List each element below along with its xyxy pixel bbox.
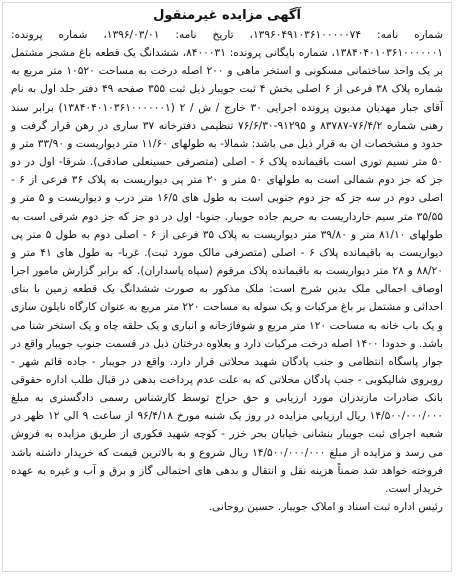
notice-body: [11, 26, 443, 498]
notice-title: آگهی مزایده غیرمنقول: [153, 8, 301, 23]
auction-notice: [2, 2, 452, 572]
notice-paragraph: شماره نامه: ۱۳۹۶۰۴۹۱۰۳۶۱۰۰۰۰۰۷۴، تاریخ نامه: ۱۳۹۶/۰۳/۰۱، شماره پرونده: ۱۳۸۴۰۴۰۱۰۳۶۱۰۰۰۰۰۰۱، شماره بایگانی پرونده: ۸۴۰۰۰۳۱، ششدانگ یک قطعه باغ مشجر مشتمل بر یک واحد ساختمانی مسکونی و استخر ماهی و ۲۰۰ اصله درخت به مساحت ۱۰۵۲۰ متر مربع به شماره پلاک ۳۸ فرعی از ۶ اصلی بخش ۴ ثبت جویبار ذیل ثبت ۳۵۵ صفحه ۴۹ دفتر جلد اول به نام آقای جبار مهدیان مدیون پرونده اجرایی ۳۰ خارج / ش / ۲ (۱۳۸۴۰۴۰۱۰۳۶۱۰۰۰۰۰۰۱) برابر سند رهنی شماره ۷۶/۴/۲-۸۳۷۸۷ و ۹۱۲۹۵-۷۶/۶/۳۰ تنظیمی دفترخانه ۳۷ ساری در رهن قرار گرفت و حدود و مشخصات ان به قرار ذیل می باشد: شمالا- به طولهای ۱۱/۶۰ متر دیواریست و ۳۳/۹۰ متر و ۵۰ متر نسیم توری است باقیمانده پلاک ۶ - اصلی (متصرفی حسینعلی صادقی). شرقا- اول در دو جز که جز دوم شمالی است به طولهای ۵۰ متر و ۲۰ متر پی دیواریست به پلاک ۳۶ فرعی از ۶ - اصلی دوم در سه جز که جز دوم جنوبی است به طول های ۱۶/۵ متر درب و دیواریست و ۵ متر و ۳۵/۵۵ متر سیم خارداریست به حریم جاده جویبار. جنوبا- اول در دو جز که جز دوم شرقی است به طولهای ۸۱/۱۰ متر و ۳۹/۸۰ متر دیواریست به پلاک ۳۵ فرعی از ۶ - اصلی دوم به طول ۵ متر پی دیواریست به باقیمانده پلاک ۶ - اصلی (متصرفی مالک مورد ثبت). غربا- به طول های ۴۱ متر و ۸۸/۲۰ و ۲۸ متر دیواریست به باقیمانده پلاک مرقوم (سپاه پاسداران). که برابر گزارش مامور اجرا اوصاف اجمالی ملک بدین شرح است: ملک مذکور به صورت ششدانگ یک قطعه زمین با بنای احداثی و مشتمل بر باغ مرکبات و یک سوله به مساحت ۲۲۰ متر مربع به عنوان کارگاه نایلون سازی و یک باب خانه به مساحت ۱۲۰ متر مربع و شوفاژخانه و انباری و یک حلقه چاه و یک استخر شنا می باشد. و حدودا ۱۴۰۰ اصله درخت مرکبات دارد و بعلاوه درختان ذیل در قسمت جنوب جویبار واقع در جوار پاسگاه انتظامی و جنب پادگان شهید محلاتی قرار دارد. واقع در جویبار - جاده قائم شهر - روبروی شالیکوبی - جنب پادگان محلاتی که به علت عدم پرداخت بدهی در قبال طلب اداره حقوقی بانک صادرات مازندران مورد ارزیابی و حق حراج توسط کارشناس رسمی دادگستری به مبلغ ۱۴/۵۰۰/۰۰۰/۰۰۰ ریال ارزیابی مزایده در روز یک شنبه مورخ ۹۶/۴/۱۸ از ساعت ۹ الی ۱۲ ظهر در شعبه اجرای ثبت جویبار بنشانی خیابان بحر خزر - کوچه شهید فکوری از طریق مزایده به فروش می رسد و مزایده از مبلغ ۱۴/۵۰۰/۰۰۰/۰۰۰ ریال شروع و به بالاترین قیمت که خریدار داشته باشد فروخته خواهد شد ضمناً هزینه نقل و انتقال و بدهی های احتمالی گاز و برق و آب و غیره به عهده خریدار است.: [11, 29, 444, 495]
notice-signature: رئیس اداره ثبت اسناد و املاک جویبار. حسین روحانی.: [208, 501, 443, 514]
